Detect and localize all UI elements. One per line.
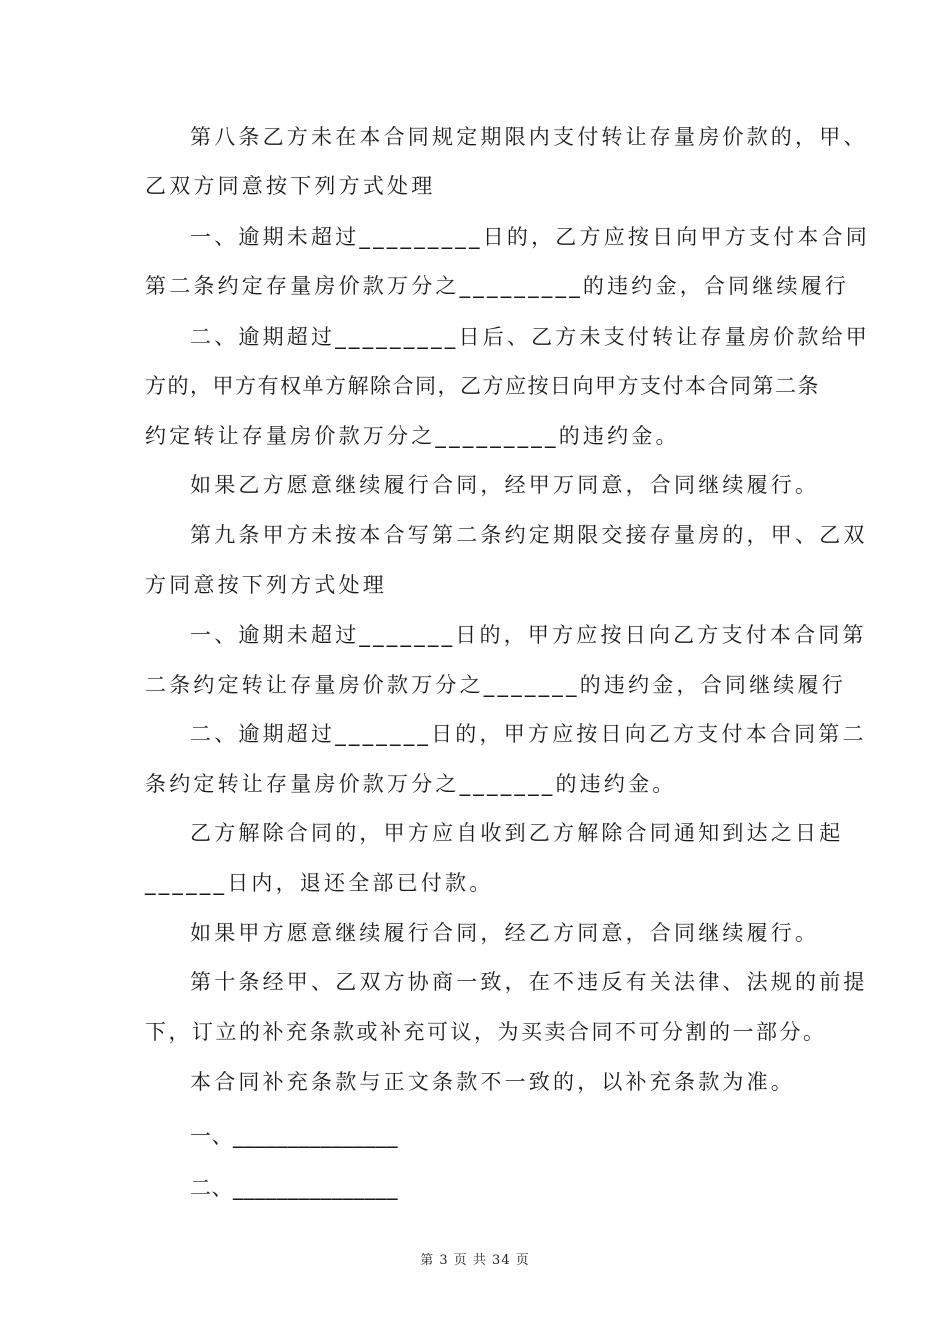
text-line: 如果乙方愿意继续履行合同，经甲万同意，合同继续履行。: [190, 473, 820, 497]
text-line: 第九条甲方未按本合写第二条约定期限交接存量房的，甲、乙双: [190, 523, 868, 547]
text-line: 第二条约定存量房价款万分之_________的违约金，合同继续履行: [145, 274, 850, 298]
text-line: 一、逾期未超过_________日的，乙方应按日向甲方支付本合同: [190, 225, 870, 249]
page-number: 第 3 页 共 34 页: [420, 1253, 530, 1268]
text-line: 二条约定转让存量房价款万分之_______的违约金，合同继续履行: [145, 673, 846, 697]
text-line: 如果甲方愿意继续履行合同，经乙方同意，合同继续履行。: [190, 921, 820, 945]
text-line: 一、逾期未超过_______日的，甲方应按日向乙方支付本合同第: [190, 623, 867, 647]
text-line: ______日内，退还全部已付款。: [145, 871, 494, 895]
text-line: 下，订立的补充条款或补充可议，为买卖合同不可分割的一部分。: [145, 1020, 827, 1044]
text-line: 第八条乙方未在本合同规定期限内支付转让存量房价款的，甲、: [190, 125, 868, 149]
text-line: 二、_______________: [190, 1176, 398, 1200]
text-line: 方的，甲方有权单方解除合同，乙方应按日向甲方支付本合同第二条: [145, 374, 820, 398]
text-line: 方同意按下列方式处理: [145, 573, 387, 597]
text-line: 条约定转让存量房价款万分之_______的违约金。: [145, 772, 677, 796]
text-line: 乙方解除合同的，甲方应自收到乙方解除合同通知到达之日起: [190, 821, 844, 845]
text-line: 二、逾期超过_________日后、乙方未支付转让存量房价款给甲: [190, 325, 870, 349]
text-line: 约定转让存量房价款万分之_________的违约金。: [145, 424, 680, 448]
text-line: 一、_______________: [190, 1124, 398, 1148]
text-line: 二、逾期超过_______日的，甲方应按日向乙方支付本合同第二: [190, 722, 867, 746]
text-line: 本合同补充条款与正文条款不一致的，以补充条款为准。: [190, 1070, 795, 1094]
text-line: 第十条经甲、乙双方协商一致，在不违反有关法律、法规的前提: [190, 970, 868, 994]
text-line: 乙双方同意按下列方式处理: [145, 174, 436, 198]
